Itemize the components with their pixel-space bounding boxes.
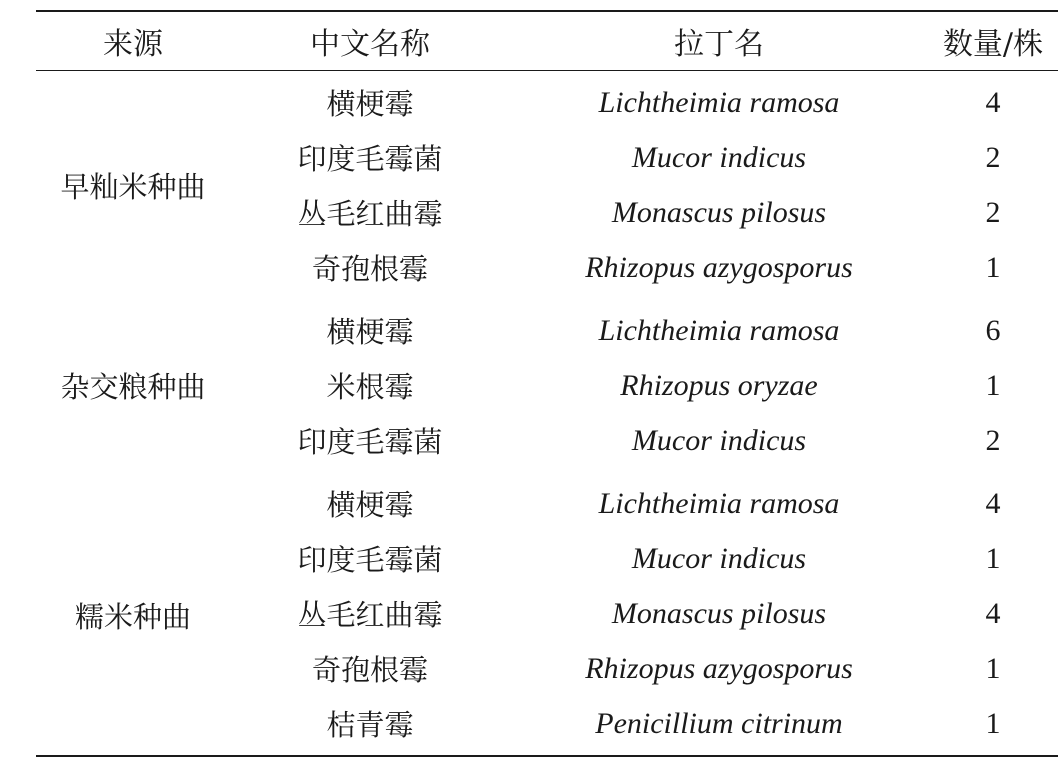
count-cell: 2: [985, 423, 1001, 457]
chinese-name-cell: 印度毛霉菌: [297, 142, 443, 176]
count-cell: 4: [985, 486, 1001, 520]
chinese-name-cell: 奇孢根霉: [311, 653, 428, 687]
chinese-name-cell: 横梗霉: [326, 315, 414, 349]
header-chinese-name: 中文名称: [310, 27, 430, 62]
latin-name-cell: Monascus pilosus: [611, 596, 827, 630]
header-latin-name: 拉丁名: [674, 27, 764, 62]
count-cell: 2: [985, 140, 1001, 174]
chinese-name-cell: 丛毛红曲霉: [297, 598, 443, 632]
table-row: [36, 468, 1058, 531]
chinese-name-cell: 桔青霉: [326, 708, 414, 742]
latin-name-cell: Mucor indicus: [631, 541, 807, 575]
chinese-name-cell: 印度毛霉菌: [297, 543, 443, 577]
source-cell: 糯米种曲: [74, 600, 191, 634]
latin-name-cell: Mucor indicus: [631, 423, 807, 457]
latin-name-cell: Rhizopus azygosporus: [585, 651, 853, 685]
chinese-name-cell: 奇孢根霉: [311, 252, 428, 286]
chinese-name-cell: 丛毛红曲霉: [297, 197, 443, 231]
latin-name-cell: Lichtheimia ramosa: [598, 313, 840, 347]
header-source: 来源: [103, 27, 163, 62]
latin-name-cell: Penicillium citrinum: [595, 706, 843, 740]
table-row: [36, 71, 1058, 131]
latin-name-cell: Monascus pilosus: [611, 195, 827, 229]
source-cell: 早籼米种曲: [60, 169, 206, 204]
table-header: [36, 11, 1058, 71]
fungal-strains-table: [36, 10, 1058, 757]
header-row: [36, 11, 1058, 71]
count-cell: 4: [985, 596, 1001, 630]
chinese-name-cell: 横梗霉: [326, 488, 414, 522]
table-body: [36, 71, 1058, 757]
source-cell: 杂交粮种曲: [60, 370, 206, 404]
count-cell: 6: [985, 313, 1001, 347]
latin-name-cell: Lichtheimia ramosa: [598, 486, 840, 520]
count-cell: 1: [985, 706, 1001, 740]
chinese-name-cell: 印度毛霉菌: [297, 425, 443, 459]
count-cell: 4: [985, 85, 1001, 119]
count-cell: 1: [985, 250, 1001, 284]
latin-name-cell: Lichtheimia ramosa: [598, 85, 840, 119]
data-table-container: [36, 10, 1058, 757]
count-cell: 1: [985, 651, 1001, 685]
chinese-name-cell: 米根霉: [326, 370, 414, 404]
header-count: 数量/株: [942, 27, 1044, 62]
count-cell: 1: [985, 368, 1001, 402]
count-cell: 1: [985, 541, 1001, 575]
latin-name-cell: Rhizopus azygosporus: [585, 250, 853, 284]
latin-name-cell: Mucor indicus: [631, 140, 807, 174]
table-row: [36, 295, 1058, 358]
count-cell: 2: [985, 195, 1001, 229]
latin-name-cell: Rhizopus oryzae: [620, 368, 818, 402]
chinese-name-cell: 横梗霉: [326, 87, 414, 121]
